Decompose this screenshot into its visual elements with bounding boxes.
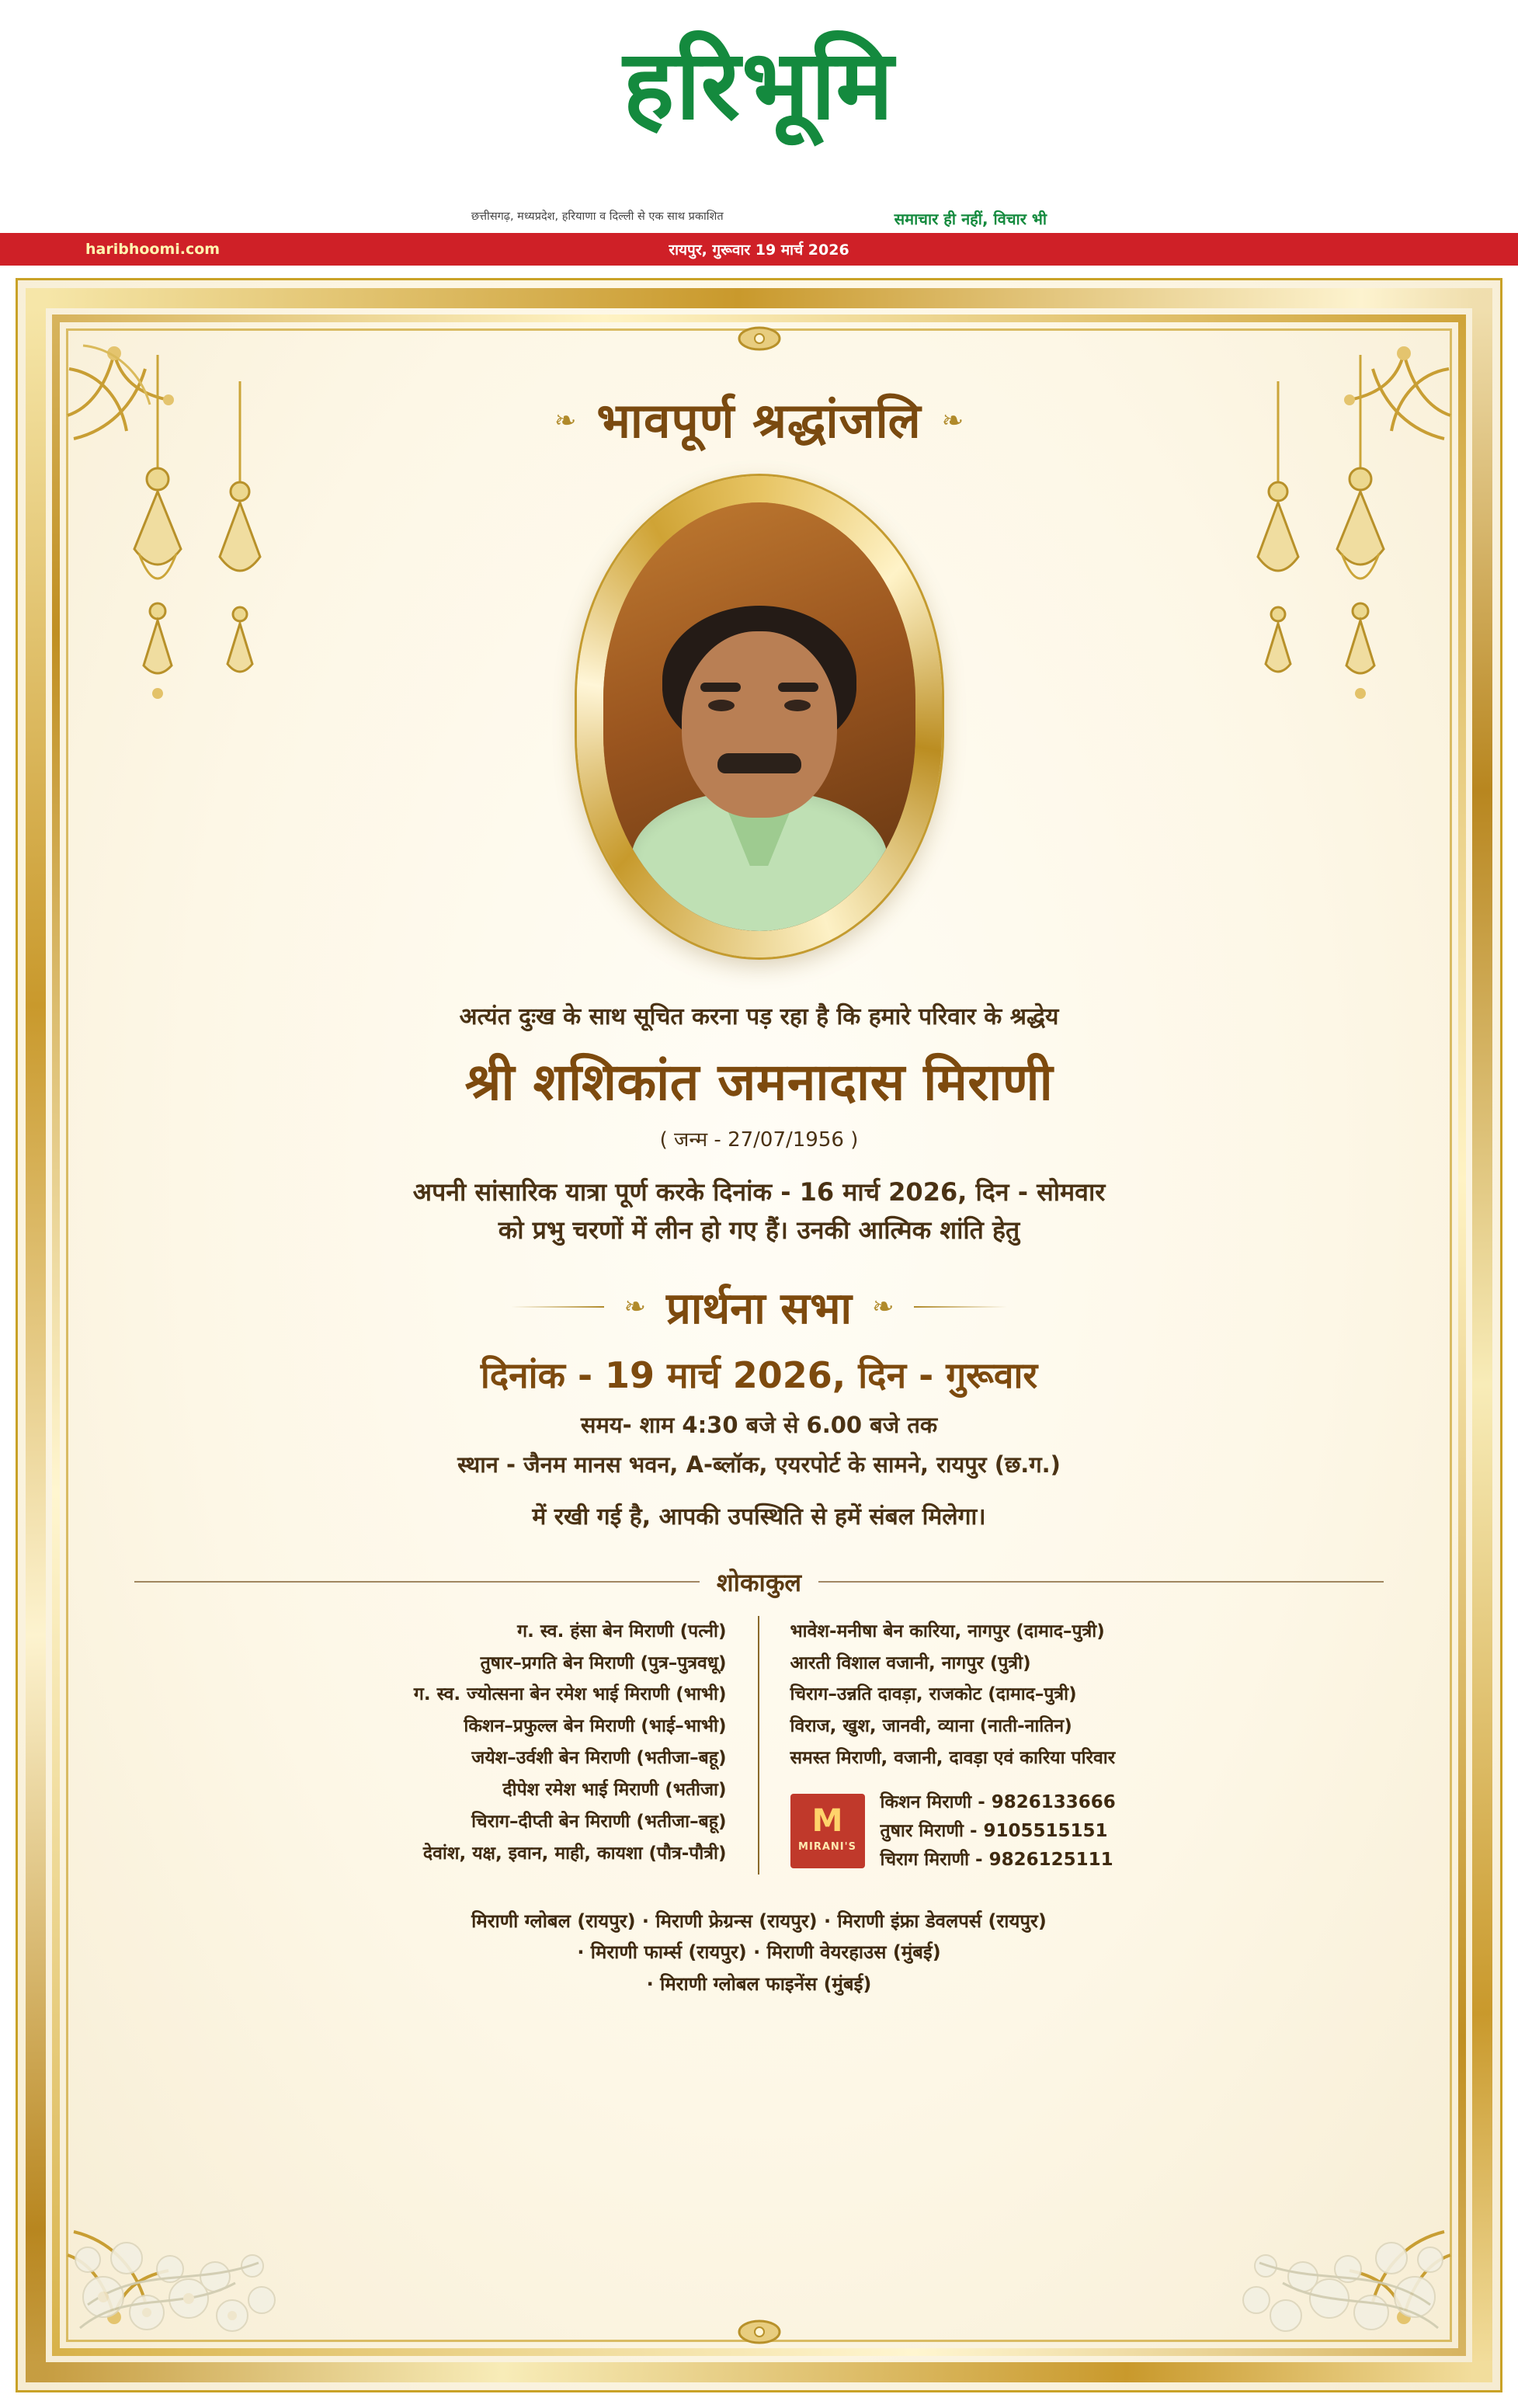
contact-numbers xyxy=(881,1788,1116,1874)
rule-right xyxy=(914,1306,1007,1308)
event-venue: स्थान - जैनम मानस भवन, A-ब्लॉक, एयरपोर्ट के सामने, रायपुर (छ.ग.) xyxy=(457,1451,1061,1478)
list-item: भावेश-मनीषा बेन कारिया, नागपुर (दामाद–पुत्री) xyxy=(790,1621,1105,1642)
corner-flourish-icon xyxy=(60,2170,238,2348)
list-item: ग. स्व. ज्योत्सना बेन रमेश भाई मिराणी (भाभी) xyxy=(413,1684,727,1705)
list-item: चिराग–दीप्ती बेन मिराणी (भतीजा–बहू) xyxy=(471,1812,727,1833)
dateline: रायपुर, गुरूवार 19 मार्च 2026 xyxy=(669,241,849,259)
contact-item[interactable]: चिराग मिराणी - 9826125111 xyxy=(880,1849,1113,1870)
closing-text: में रखी गई है, आपकी उपस्थिति से हमें संबल मिलेगा। xyxy=(532,1503,986,1531)
company-line: · मिराणी फार्म्स (रायपुर) · मिराणी वेयरहाउस (मुंबई) xyxy=(577,1941,941,1964)
swirl-right-icon: ❧ xyxy=(871,1291,894,1322)
masthead-tagline: समाचार ही नहीं, विचार भी xyxy=(894,210,1047,228)
contact-item[interactable]: तुषार मिराणी - 9105515151 xyxy=(880,1821,1108,1842)
mourners-heading-row xyxy=(134,1565,1384,1599)
event-time: समय- शाम 4:30 बजे से 6.00 बजे तक xyxy=(580,1411,938,1438)
flower-decoration-icon xyxy=(72,2080,406,2336)
portrait-photo xyxy=(603,502,915,931)
masthead-subline xyxy=(0,208,1518,229)
bottom-medallion-icon xyxy=(724,2312,794,2351)
mourners-heading: शोकाकुल xyxy=(716,1567,802,1597)
list-item: समस्त मिराणी, वजानी, दावड़ा एवं कारिया परिवार xyxy=(790,1748,1116,1769)
list-item: तुषार–प्रगति बेन मिराणी (पुत्र–पुत्रवधू) xyxy=(480,1652,727,1673)
corner-flourish-icon xyxy=(1280,2170,1458,2348)
card-content xyxy=(18,280,1500,2031)
logo-text: MIRANI'S xyxy=(798,1840,856,1853)
prayer-meeting-heading-row xyxy=(134,1277,1384,1336)
swirl-left-icon: ❧ xyxy=(554,405,577,437)
flower-decoration-icon xyxy=(1112,2080,1446,2336)
website-link[interactable]: haribhoomi.com xyxy=(85,241,221,258)
birth-date: ( जन्म - 27/07/1956 ) xyxy=(659,1128,859,1152)
masthead-editions: छत्तीसगढ़, मध्यप्रदेश, हरियाणा व दिल्ली से एक साथ प्रकाशित xyxy=(471,210,724,223)
tribute-heading: भावपूर्ण श्रद्धांजलि xyxy=(596,392,922,449)
intro-text: अत्यंत दुःख के साथ सूचित करना पड़ रहा है कि हमारे परिवार के श्रद्धेय xyxy=(459,1003,1059,1031)
newspaper-logo: हरिभूमि xyxy=(623,30,895,141)
mirani-logo-icon xyxy=(790,1794,865,1868)
mourners-column-left xyxy=(134,1616,759,1875)
rule-left xyxy=(134,1581,700,1583)
obituary-advertisement xyxy=(0,266,1518,2408)
mourners-lists xyxy=(134,1616,1384,1875)
passing-line-1: अपनी सांसारिक यात्रा पूर्ण करके दिनांक - 16 मार्च 2026, दिन - सोमवार xyxy=(412,1177,1106,1207)
list-item: जयेश–उर्वशी बेन मिराणी (भतीजा–बहू) xyxy=(471,1748,727,1769)
deceased-name: श्री शशिकांत जमनादास मिराणी xyxy=(464,1052,1054,1113)
list-item: दीपेश रमेश भाई मिराणी (भतीजा) xyxy=(502,1780,727,1801)
company-list xyxy=(134,1906,1384,2000)
tribute-heading-row xyxy=(134,392,1384,450)
list-item: चिराग–उन्नति दावड़ा, राजकोट (दामाद–पुत्री) xyxy=(790,1684,1077,1705)
swirl-left-icon: ❧ xyxy=(624,1291,647,1322)
prayer-meeting-title: प्रार्थना सभा xyxy=(666,1283,852,1334)
passing-line-2: को प्रभु चरणों में लीन हो गए हैं। उनकी आत्मिक शांति हेतु xyxy=(498,1214,1020,1245)
event-date: दिनांक - 19 मार्च 2026, दिन - गुरूवार xyxy=(480,1353,1038,1396)
swirl-right-icon: ❧ xyxy=(941,405,964,437)
ornate-card xyxy=(16,278,1502,2392)
logo-mark: M xyxy=(811,1802,843,1839)
mourners-column-right xyxy=(759,1616,1384,1875)
rule-right xyxy=(818,1581,1384,1583)
masthead xyxy=(0,0,1518,233)
masthead-red-bar xyxy=(0,233,1518,266)
portrait xyxy=(577,476,942,957)
list-item: देवांश, यक्ष, इवान, माही, कायशा (पौत्र-पौत्री) xyxy=(422,1843,727,1864)
list-item: ग. स्व. हंसा बेन मिराणी (पत्नी) xyxy=(517,1621,727,1642)
company-line: मिराणी ग्लोबल (रायपुर) · मिराणी फ्रेग्रन्स (रायपुर) · मिराणी इंफ्रा डेवलपर्स (रायपुर) xyxy=(471,1909,1047,1932)
contact-item[interactable]: किशन मिराणी - 9826133666 xyxy=(880,1792,1116,1813)
list-item: किशन–प्रफुल्ल बेन मिराणी (भाई–भाभी) xyxy=(464,1716,727,1737)
list-item: विराज, खुश, जानवी, व्याना (नाती-नातिन) xyxy=(790,1716,1072,1737)
list-item: आरती विशाल वजानी, नागपुर (पुत्री) xyxy=(790,1652,1031,1673)
company-line: · मिराणी ग्लोबल फाइनेंस (मुंबई) xyxy=(646,1973,872,1996)
contact-block xyxy=(790,1788,1353,1874)
rule-left xyxy=(511,1306,604,1308)
